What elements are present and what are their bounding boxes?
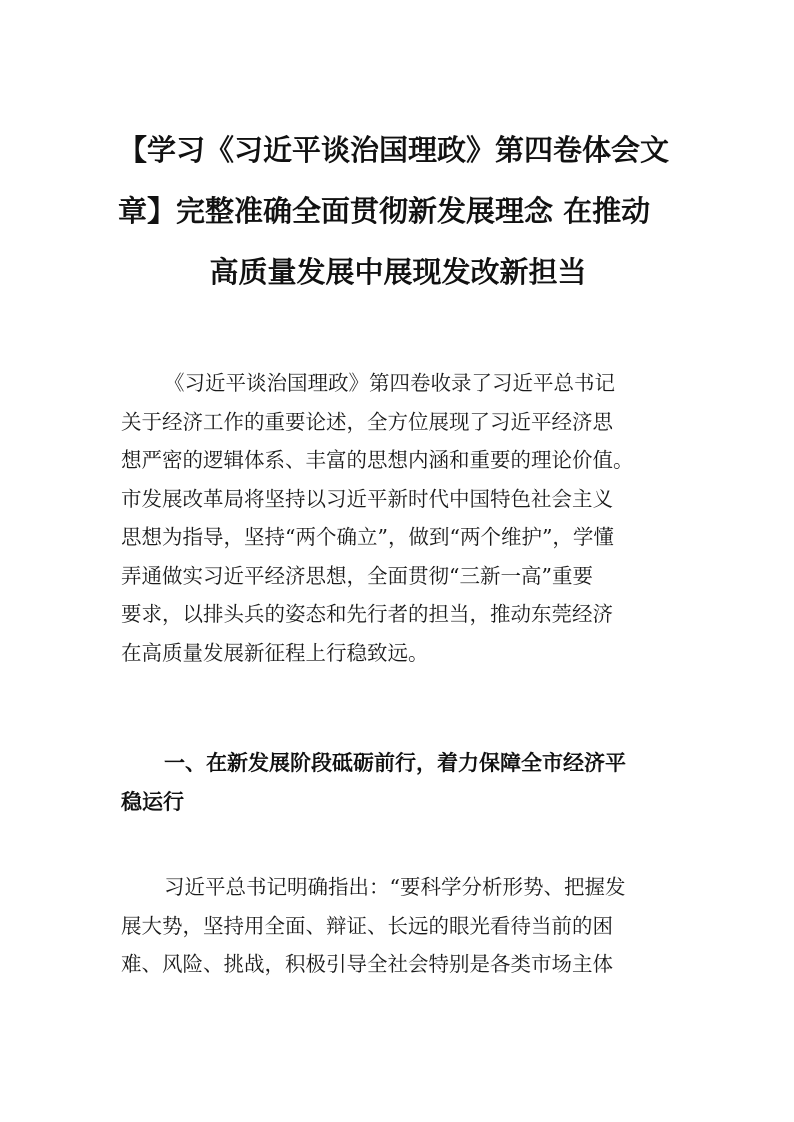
- paragraph-line: 习近平总书记明确指出：“要科学分析形势、把握发: [164, 875, 626, 899]
- heading-line: 一、在新发展阶段砥砺前行，着力保障全市经济平: [164, 751, 626, 775]
- document-title: [118, 120, 678, 303]
- title-line: 高质量发展中展现发改新担当: [209, 255, 587, 289]
- paragraph-line: 在高质量发展新征程上行稳致远。: [121, 640, 429, 665]
- section-paragraph: [121, 868, 681, 984]
- paragraph-line: 难、风险、挑战，积极引导全社会特别是各类市场主体: [121, 952, 613, 976]
- paragraph-line: 想严密的逻辑体系、丰富的思想内涵和重要的理论价值。: [121, 448, 634, 472]
- title-line: 【学习《习近平谈治国理政》第四卷体会文: [118, 133, 670, 167]
- paragraph-line: 《习近平谈治国理政》第四卷收录了习近平总书记: [164, 371, 615, 395]
- title-line: 章】完整准确全面贯彻新发展理念 在推动: [118, 194, 651, 228]
- paragraph-line: 展大势，坚持用全面、辩证、长远的眼光看待当前的困: [121, 913, 613, 938]
- paragraph-line: 市发展改革局将坚持以习近平新时代中国特色社会主义: [121, 486, 613, 511]
- paragraph-line: 关于经济工作的重要论述，全方位展现了习近平经济思: [121, 409, 613, 434]
- paragraph-line: 弄通做实习近平经济思想，全面贯彻“三新一高”重要: [121, 563, 593, 588]
- heading-line: 稳运行: [121, 790, 184, 814]
- section-heading: [121, 744, 681, 822]
- intro-paragraph: [121, 364, 681, 672]
- paragraph-line: 思想为指导，坚持“两个确立”，做到“两个维护”，学懂: [121, 525, 614, 549]
- paragraph-line: 要求，以排头兵的姿态和先行者的担当，推动东莞经济: [121, 602, 613, 626]
